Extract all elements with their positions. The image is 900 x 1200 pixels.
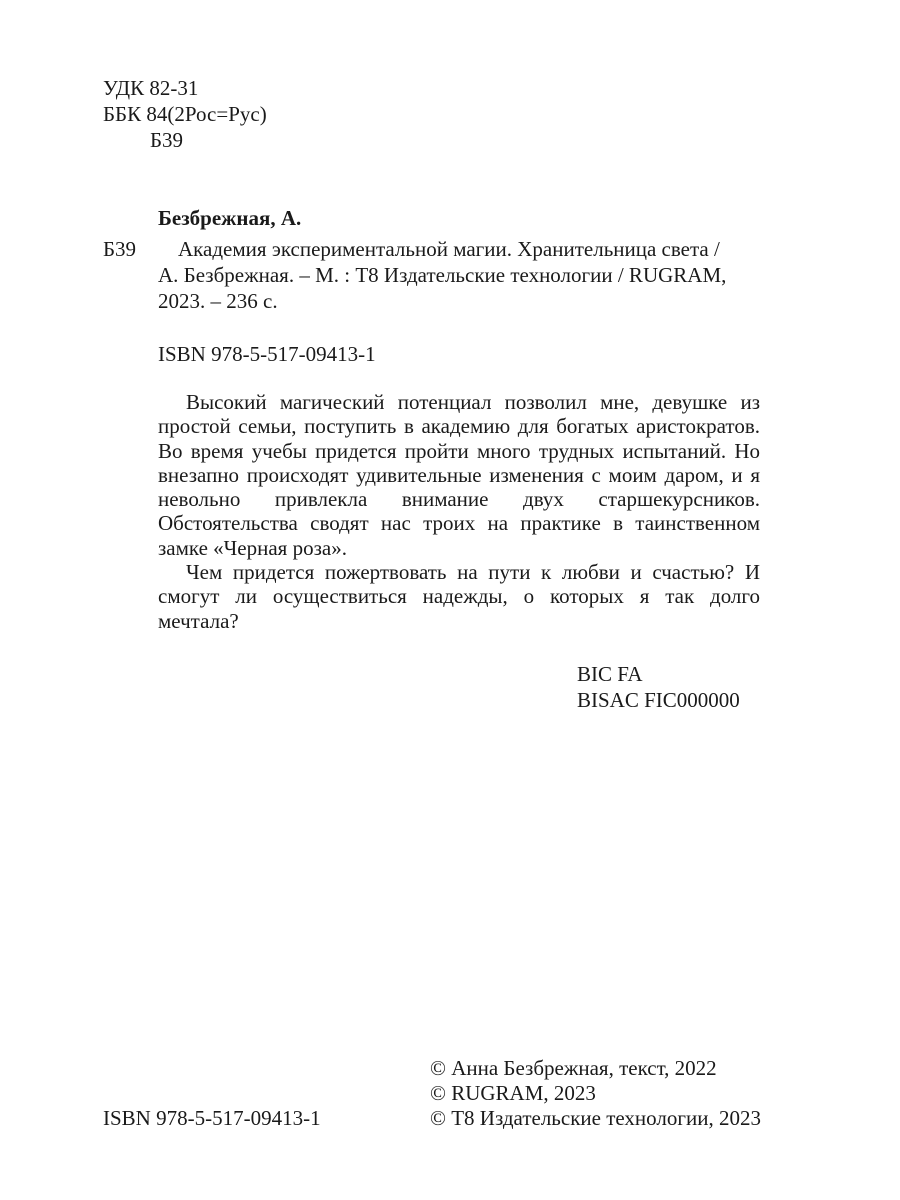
copyright-author: © Анна Безбрежная, текст, 2022	[430, 1056, 717, 1080]
bic-code: BIC FA	[577, 662, 643, 686]
annotation	[158, 390, 760, 633]
udk-code: УДК 82-31	[103, 76, 199, 100]
bisac-code: BISAC FIC000000	[577, 688, 740, 712]
copyright-rugram: © RUGRAM, 2023	[430, 1081, 596, 1105]
record-author: Безбрежная, А.	[158, 206, 302, 230]
annotation-paragraph-2: Чем придется пожертвовать на пути к любви и счастью? И смогут ли осуществиться надежды, о которых я так долго мечтала?	[158, 560, 760, 633]
author-sign: Б39	[150, 128, 184, 152]
annotation-paragraph-1: Высокий магический потенциал позволил мне, девушке из простой семьи, поступить в академию для богатых аристократов. Во время учебы придется пройти много трудных испытаний. Но внезапно происходят удивительные изменения с моим даром, и я невольно привлекла внимание двух старшекурсников. Обстоятельства сводят нас троих на практике в таинственном замке «Черная роза».	[158, 390, 760, 560]
bbk-code: ББК 84(2Рос=Рус)	[103, 102, 267, 126]
record-title-line: Академия экспериментальной магии. Хранительница света /	[178, 237, 720, 261]
copyright-t8: © Т8 Издательские технологии, 2023	[430, 1106, 761, 1130]
isbn-main: ISBN 978-5-517-09413-1	[158, 342, 376, 366]
record-sign: Б39	[103, 237, 137, 261]
record-year-line: 2023. – 236 с.	[158, 289, 278, 313]
record-publisher-line: А. Безбрежная. – М. : Т8 Издательские технологии / RUGRAM,	[158, 263, 727, 287]
isbn-bottom: ISBN 978-5-517-09413-1	[103, 1106, 321, 1130]
